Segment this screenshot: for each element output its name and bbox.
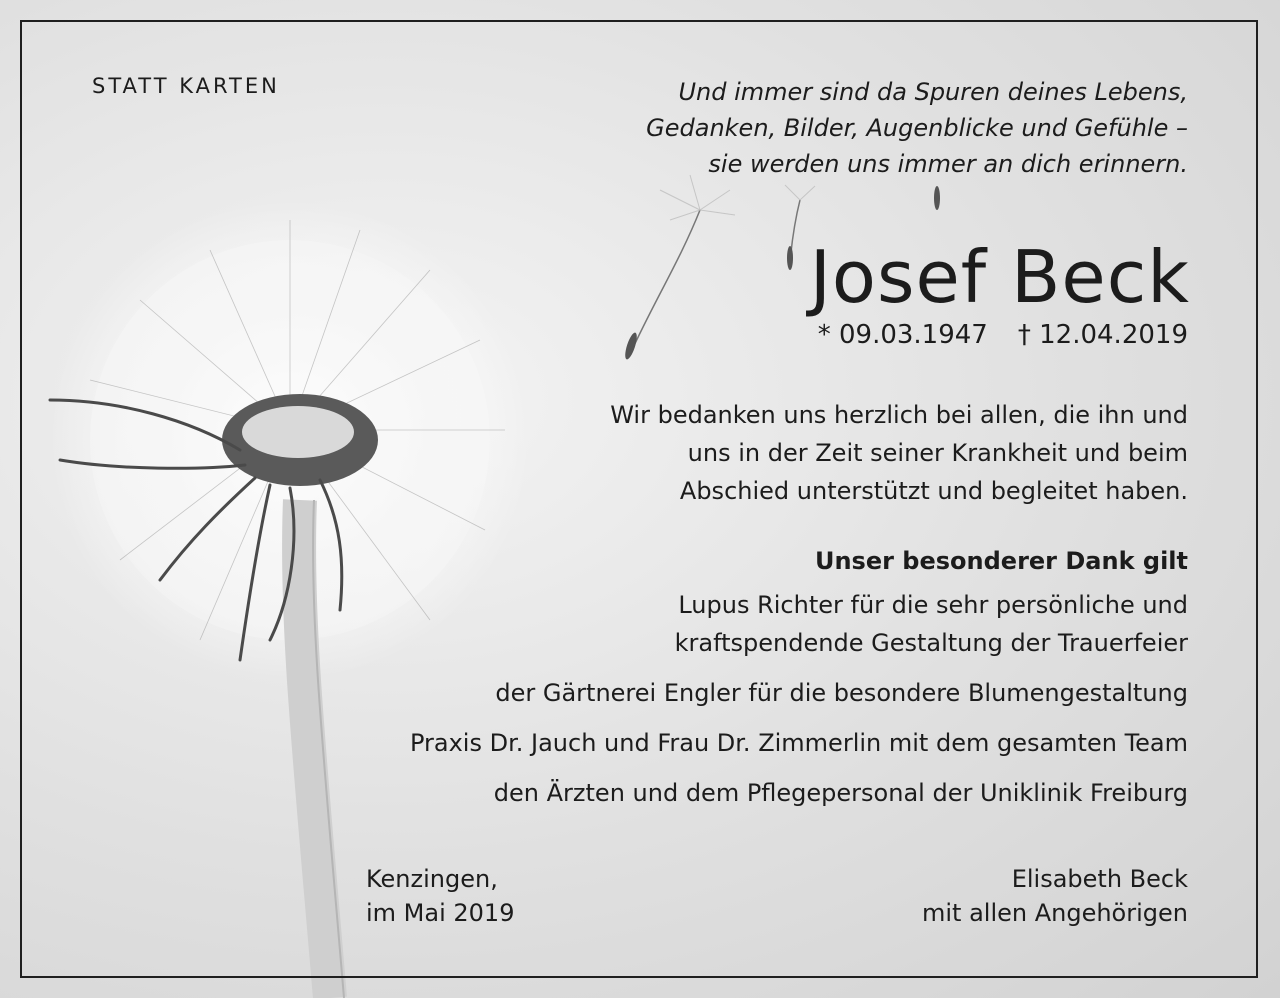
- motto-line: sie werden uns immer an dich erinnern.: [708, 150, 1188, 178]
- motto-line: Gedanken, Bilder, Augenblicke und Gefühle –: [646, 114, 1188, 142]
- special-thanks-item: den Ärzten und dem Pflegepersonal der Uniklinik Freiburg: [493, 779, 1188, 807]
- special-thanks-item: Praxis Dr. Jauch und Frau Dr. Zimmerlin mit dem gesamten Team: [409, 729, 1188, 757]
- header-label: STATT KARTEN: [92, 74, 280, 98]
- death-date: † 12.04.2019: [1017, 320, 1188, 350]
- life-dates: [818, 320, 1188, 350]
- signer-family: mit allen Angehörigen: [921, 899, 1188, 927]
- special-thanks-heading: Unser besonderer Dank gilt: [814, 547, 1188, 575]
- motto-line: Und immer sind da Spuren deines Lebens,: [678, 78, 1188, 106]
- deceased-name: Josef Beck: [809, 235, 1190, 319]
- signer-name: Elisabeth Beck: [1011, 865, 1188, 893]
- thanks-line: Wir bedanken uns herzlich bei allen, die ihn und: [610, 401, 1188, 429]
- birth-date: * 09.03.1947: [817, 320, 988, 350]
- motto-verse: [646, 74, 1188, 182]
- thanks-line: Abschied unterstützt und begleitet haben.: [679, 477, 1188, 505]
- special-thanks-item: kraftspendende Gestaltung der Trauerfeier: [674, 629, 1188, 657]
- special-thanks-item: der Gärtnerei Engler für die besondere Blumengestaltung: [495, 679, 1188, 707]
- special-thanks-item: Lupus Richter für die sehr persönliche und: [678, 591, 1188, 619]
- place-line: Kenzingen,: [366, 865, 498, 893]
- signature: [922, 862, 1188, 930]
- thanks-paragraph: [610, 396, 1188, 510]
- special-thanks: [410, 542, 1188, 812]
- date-line: im Mai 2019: [366, 899, 515, 927]
- thanks-line: uns in der Zeit seiner Krankheit und beim: [687, 439, 1188, 467]
- place-date: [366, 862, 514, 930]
